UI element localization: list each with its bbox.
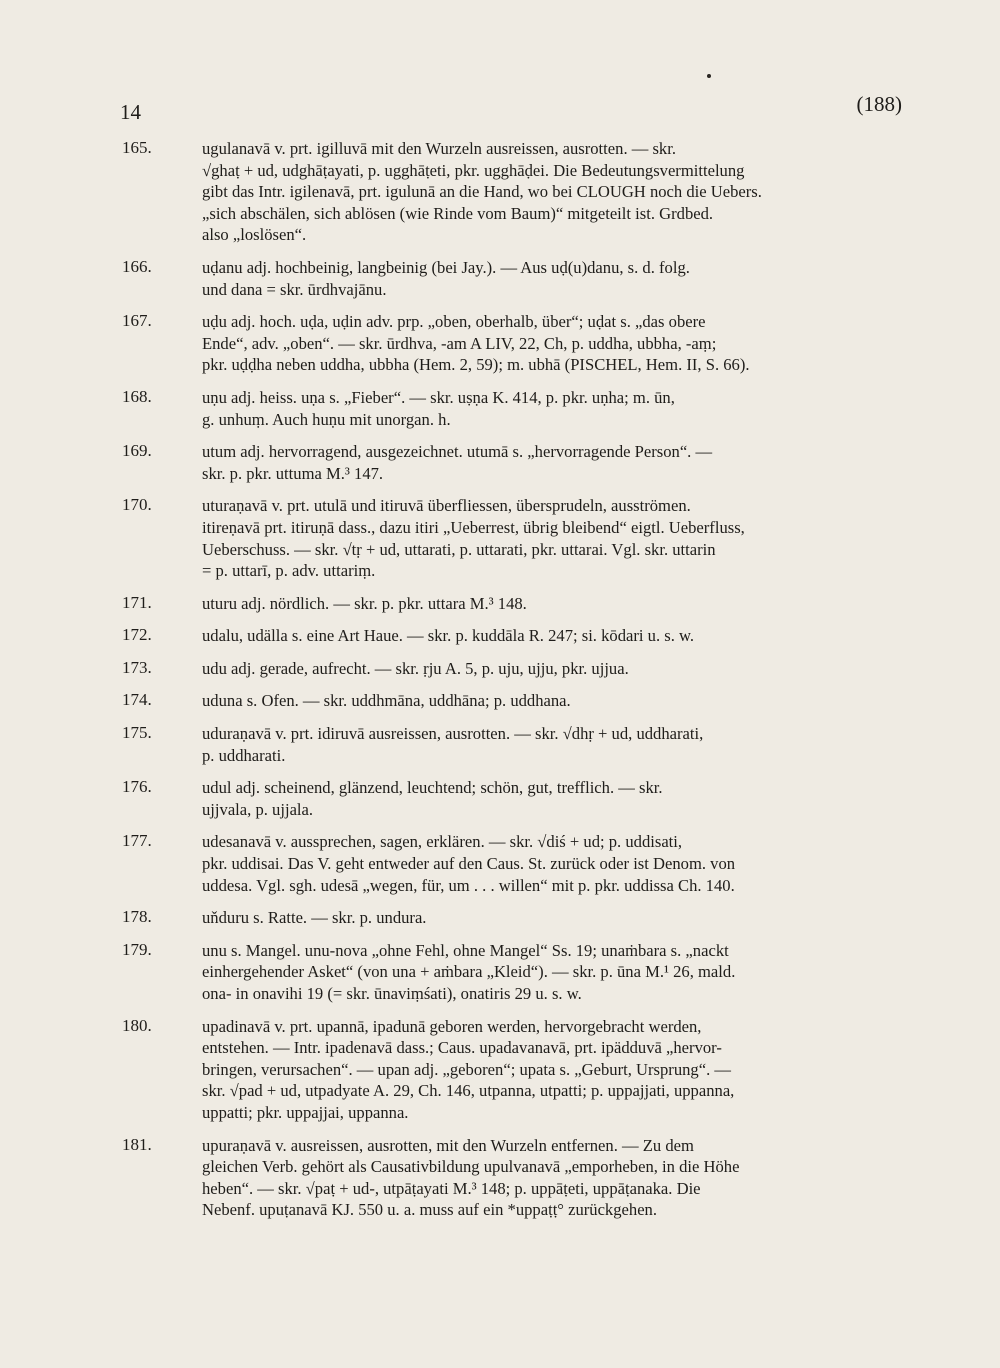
dictionary-entry [122, 593, 908, 615]
entry-line: utum adj. hervorragend, ausgezeichnet. utumā s. „hervorragende Person“. — [202, 442, 713, 462]
entry-line: uduraṇavā v. prt. idiruvā ausreissen, ausrotten. — skr. √dhṛ + ud, uddharati, [202, 724, 704, 744]
entry-line: skr. p. pkr. uttuma M.³ 147. [202, 463, 384, 483]
entry-line: uḍanu adj. hochbeinig, langbeinig (bei Jay.). — Aus uḍ(u)danu, s. d. folg. [202, 257, 690, 277]
entry-line: einhergehender Asket“ (von una + aṁbara „Kleid“). — skr. p. ūna M.¹ 26, mald. [202, 962, 736, 982]
entry-number: 181. [122, 1134, 152, 1154]
dictionary-entry [122, 1135, 908, 1221]
sheet-number: (188) [856, 92, 902, 116]
entry-line: und dana = skr. ūrdhvajānu. [202, 279, 387, 299]
dictionary-entry [122, 1016, 908, 1124]
dictionary-entry [122, 907, 908, 929]
entry-number: 173. [122, 657, 152, 677]
entry-number: 174. [122, 690, 152, 710]
entry-line: Ueberschuss. — skr. √tṛ + ud, uttarati, p. uttarati, pkr. uttarai. Vgl. skr. uttarin [202, 539, 716, 559]
entry-line: uddesa. Vgl. sgh. udesā „wegen, für, um . . . willen“ mit p. pkr. uddissa Ch. 140. [202, 875, 735, 895]
entry-line: uppatti; pkr. uppajjai, uppanna. [202, 1102, 409, 1122]
entry-number: 180. [122, 1015, 152, 1035]
entry-line: uḍu adj. hoch. uḍa, uḍin adv. prp. „oben, oberhalb, über“; uḍat s. „das obere [202, 312, 706, 332]
entry-line: ujjvala, p. ujjala. [202, 799, 314, 819]
dictionary-entry [122, 257, 908, 300]
dictionary-entry [122, 831, 908, 896]
entry-line: pkr. uḍḍha neben uddha, ubbha (Hem. 2, 59); m. ubhā (PISCHEL, Hem. II, S. 66). [202, 355, 750, 375]
entry-list [122, 138, 908, 1232]
dictionary-entry [122, 311, 908, 376]
entry-line: skr. √pad + ud, utpadyate A. 29, Ch. 146, utpanna, utpatti; p. uppajjati, uppanna, [202, 1081, 735, 1101]
entry-number: 170. [122, 495, 152, 515]
entry-line: also „loslösen“. [202, 225, 307, 245]
entry-line: uturu adj. nördlich. — skr. p. pkr. uttara M.³ 148. [202, 593, 527, 613]
entry-line: udu adj. gerade, aufrecht. — skr. ṛju A. 5, p. uju, ujju, pkr. ujjua. [202, 658, 629, 678]
entry-line: entstehen. — Intr. ipadenavā dass.; Caus. upadavanavā, prt. ipädduvā „hervor- [202, 1038, 722, 1058]
entry-line: „sich abschälen, sich ablösen (wie Rinde vom Baum)“ mitgeteilt ist. Grdbed. [202, 203, 714, 223]
entry-number: 171. [122, 592, 152, 612]
entry-line: √ghaṭ + ud, udghāṭayati, p. ugghāṭeti, pkr. ugghāḍei. Die Bedeutungsvermittelung [202, 160, 745, 180]
entry-line: uňduru s. Ratte. — skr. p. undura. [202, 908, 427, 928]
dictionary-entry [122, 723, 908, 766]
dictionary-entry [122, 138, 908, 246]
entry-number: 168. [122, 386, 152, 406]
entry-line: itireṇavā prt. itiruṇā dass., dazu itiri „Ueberrest, übrig bleibend“ eigtl. Ueberfluss, [202, 517, 745, 537]
entry-number: 179. [122, 939, 152, 959]
dictionary-entry [122, 658, 908, 680]
entry-number: 178. [122, 907, 152, 927]
entry-line: bringen, verursachen“. — upan adj. „geboren“; upata s. „Geburt, Ursprung“. — [202, 1059, 731, 1079]
entry-line: = p. uttarī, p. adv. uttariṃ. [202, 561, 376, 581]
entry-number: 172. [122, 625, 152, 645]
entry-number: 165. [122, 138, 152, 157]
dictionary-entry [122, 940, 908, 1005]
entry-line: udesanavā v. aussprechen, sagen, erklären. — skr. √diś + ud; p. uddisati, [202, 832, 683, 852]
dictionary-entry [122, 441, 908, 484]
ink-dot [707, 74, 711, 78]
entry-line: unu s. Mangel. unu-nova „ohne Fehl, ohne Mangel“ Ss. 19; unaṁbara s. „nackt [202, 940, 729, 960]
entry-line: uduna s. Ofen. — skr. uddhmāna, uddhāna; p. uddhana. [202, 691, 571, 711]
dictionary-entry [122, 690, 908, 712]
dictionary-entry [122, 387, 908, 430]
entry-line: pkr. uddisai. Das V. geht entweder auf den Caus. St. zurück oder ist Denom. von [202, 854, 736, 874]
entry-line: g. unhuṃ. Auch huṇu mit unorgan. h. [202, 409, 451, 429]
entry-number: 167. [122, 311, 152, 331]
entry-number: 166. [122, 256, 152, 276]
entry-line: uturaṇavā v. prt. utulā und itiruvā überfliessen, übersprudeln, ausströmen. [202, 496, 691, 516]
entry-line: udul adj. scheinend, glänzend, leuchtend; schön, gut, trefflich. — skr. [202, 778, 663, 798]
entry-line: ugulanavā v. prt. igilluvā mit den Wurzeln ausreissen, ausrotten. — skr. [202, 139, 676, 158]
entry-line: p. uddharati. [202, 745, 286, 765]
entry-number: 176. [122, 777, 152, 797]
entry-line: upadinavā v. prt. upannā, ipadunā geboren werden, hervorgebracht werden, [202, 1016, 702, 1036]
entry-line: Nebenf. upuṭanavā KJ. 550 u. a. muss auf ein *uppaṭṭ° zurückgehen. [202, 1200, 657, 1220]
dictionary-entry [122, 625, 908, 647]
entry-line: udalu, udälla s. eine Art Haue. — skr. p. kuddāla R. 247; si. kōdari u. s. w. [202, 626, 695, 646]
entry-line: gleichen Verb. gehört als Causativbildung upulvanavā „emporheben, in die Höhe [202, 1157, 740, 1177]
entry-line: ona- in onavihi 19 (= skr. ūnaviṃśati), onatiris 29 u. s. w. [202, 984, 582, 1003]
entry-number: 175. [122, 723, 152, 743]
entry-line: gibt das Intr. igilenavā, prt. igulunā an die Hand, wo bei CLOUGH noch die Uebers. [202, 182, 762, 202]
page-number: 14 [120, 100, 141, 124]
entry-number: 177. [122, 831, 152, 851]
entry-line: uṇu adj. heiss. uṇa s. „Fieber“. — skr. uṣṇa K. 414, p. pkr. uṇha; m. ūn, [202, 387, 675, 407]
dictionary-entry [122, 495, 908, 581]
entry-number: 169. [122, 441, 152, 461]
entry-line: heben“. — skr. √paṭ + ud-, utpāṭayati M.³ 148; p. uppāṭeti, uppāṭanaka. Die [202, 1178, 701, 1198]
dictionary-entry [122, 777, 908, 820]
entry-line: Ende“, adv. „oben“. — skr. ūrdhva, -am A LIV, 22, Ch, p. uddha, ubbha, -aṃ; [202, 333, 717, 353]
entry-line: upuraṇavā v. ausreissen, ausrotten, mit den Wurzeln entfernen. — Zu dem [202, 1135, 694, 1155]
